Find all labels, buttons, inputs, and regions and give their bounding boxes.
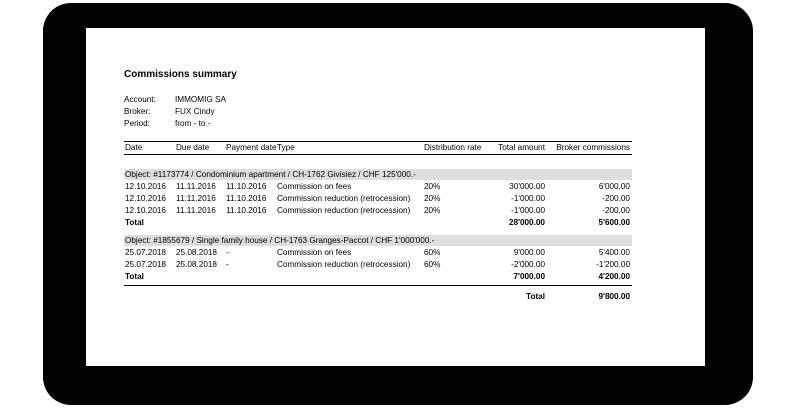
cell-rate: 20%: [424, 206, 441, 215]
meta-label: Broker:: [124, 107, 151, 116]
cell-total-amount: 9'000.00: [513, 248, 545, 257]
device-frame: [43, 3, 753, 405]
meta-value: IMMOMIG SA: [175, 95, 226, 104]
cell-payment-date: 11.10.2016: [226, 182, 267, 191]
subtotal-label: Total: [125, 218, 144, 227]
subtotal-row: [124, 217, 632, 229]
cell-rate: 60%: [424, 248, 441, 257]
cell-payment-date: -: [226, 260, 229, 269]
cell-broker-commission: -1'200.00: [596, 260, 630, 269]
table-row: [124, 181, 632, 193]
cell-date: 25.07.2018: [125, 260, 166, 269]
subtotal-row: [124, 271, 632, 283]
meta-label: Period:: [124, 119, 150, 128]
table-row: [124, 193, 632, 205]
subtotal-amount: 28'000.00: [508, 218, 545, 227]
table-row: [124, 259, 632, 271]
cell-broker-commission: -200.00: [602, 206, 630, 215]
cell-due-date: 25.08.2018: [176, 260, 217, 269]
cell-rate: 20%: [424, 194, 441, 203]
cell-type: Commission reduction (retrocession): [277, 206, 411, 215]
header-type: Type: [277, 143, 295, 152]
cell-date: 25.07.2018: [125, 248, 166, 257]
header-distribution-rate: Distribution rate: [424, 143, 482, 152]
subtotal-broker: 4'200.00: [598, 272, 630, 281]
table-row: [124, 247, 632, 259]
cell-due-date: 11.11.2016: [176, 182, 216, 191]
cell-due-date: 25.08.2018: [176, 248, 217, 257]
meta-label: Account:: [124, 95, 156, 104]
cell-payment-date: -: [226, 248, 229, 257]
cell-type: Commission reduction (retrocession): [277, 194, 411, 203]
header-payment-date: Payment date: [226, 143, 277, 152]
subtotal-label: Total: [125, 272, 144, 281]
cell-date: 12.10.2016: [125, 182, 166, 191]
cell-due-date: 11.11.2016: [176, 206, 216, 215]
grand-total-row: [124, 291, 632, 303]
subtotal-broker: 5'600.00: [598, 218, 630, 227]
subtotal-amount: 7'000.00: [513, 272, 545, 281]
cell-total-amount: -1'000.00: [511, 206, 545, 215]
header-total-amount: Total amount: [498, 143, 545, 152]
cell-broker-commission: 6'000.00: [598, 182, 630, 191]
grand-total-divider: [124, 285, 632, 286]
grand-total-label: Total: [526, 292, 545, 301]
cell-broker-commission: -200.00: [602, 194, 630, 203]
cell-type: Commission on fees: [277, 248, 352, 257]
cell-payment-date: 11.10.2016: [226, 206, 267, 215]
table-row: [124, 205, 632, 217]
page-title: Commissions summary: [124, 69, 237, 80]
meta-value: FUX Cindy: [175, 107, 215, 116]
meta-value: from - to -: [175, 119, 211, 128]
cell-payment-date: 11.10.2016: [226, 194, 267, 203]
cell-total-amount: -1'000.00: [511, 194, 545, 203]
cell-rate: 20%: [424, 182, 441, 191]
cell-total-amount: 30'000.00: [509, 182, 545, 191]
document-screen: [86, 28, 705, 366]
cell-type: Commission on fees: [277, 182, 352, 191]
cell-due-date: 11.11.2016: [176, 194, 216, 203]
header-broker-commissions: Broker commissions: [556, 143, 630, 152]
header-due-date: Due date: [176, 143, 210, 152]
object-label: Object: #1855679 / Single family house / CH-1763 Granges-Paccot / CHF 1'000'000.-: [125, 236, 435, 245]
grand-total-value: 9'800.00: [598, 292, 630, 301]
cell-total-amount: -2'000.00: [511, 260, 545, 269]
cell-rate: 60%: [424, 260, 441, 269]
cell-date: 12.10.2016: [125, 194, 166, 203]
object-row: [124, 169, 632, 180]
table-header: [124, 141, 632, 155]
object-label: Object: #1173774 / Condominium apartment / CH-1762 Givisiez / CHF 125'000.-: [125, 170, 416, 179]
header-date: Date: [125, 143, 143, 152]
cell-type: Commission reduction (retrocession): [277, 260, 411, 269]
cell-broker-commission: 5'400.00: [598, 248, 630, 257]
object-row: [124, 235, 632, 246]
cell-date: 12.10.2016: [125, 206, 166, 215]
